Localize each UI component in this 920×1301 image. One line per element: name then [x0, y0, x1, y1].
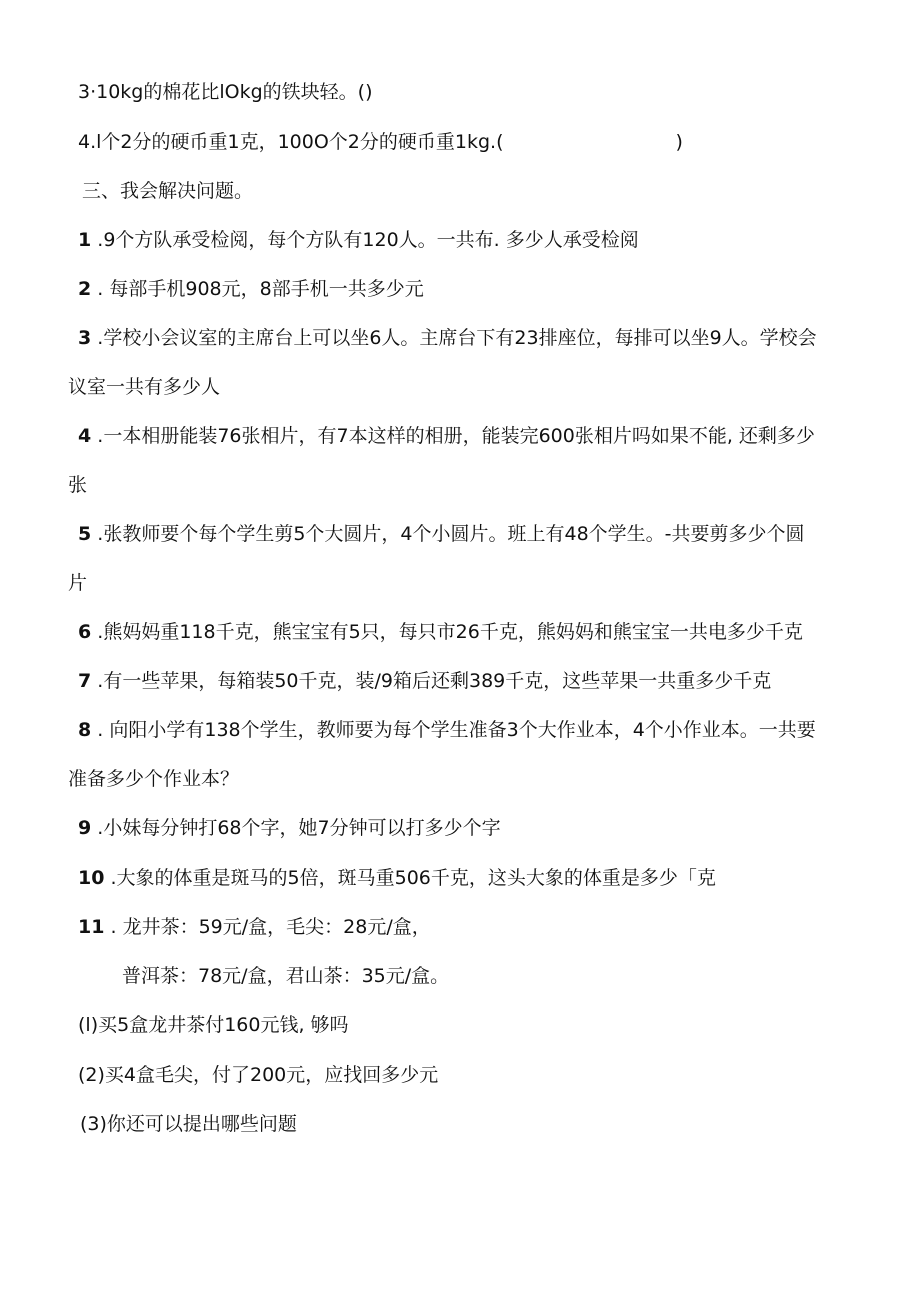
problem-3-continued: 议室一共有多少人	[68, 376, 221, 398]
problem-number: 8	[78, 719, 92, 741]
problem-11	[78, 915, 431, 939]
sub-question-1: (l)买5盒龙井茶付160元钱, 够吗	[78, 1014, 349, 1036]
judgement-q3: 3·10kg的棉花比lOkg的铁块轻。()	[78, 81, 373, 103]
problem-text: .大象的体重是斑马的5倍，斑马重506千克，这头大象的体重是多少「克	[110, 867, 716, 889]
problem-number: 1	[78, 229, 92, 251]
problem-10	[78, 866, 716, 890]
problem-7	[78, 669, 771, 693]
problem-text: .9个方队承受检阅，每个方队有120人。一共布. 多少人承受检阅	[97, 229, 639, 251]
problem-text: .一本相册能装76张相片，有7本这样的相册，能装完600张相片吗如果不能, 还剩多少	[97, 425, 815, 447]
problem-text: . 每部手机908元，8部手机一共多少元	[97, 278, 424, 300]
problem-4-continued: 张	[68, 474, 88, 496]
problem-text: .张教师要个每个学生剪5个大圆片，4个小圆片。班上有48个学生。-共要剪多少个圆	[97, 523, 805, 545]
problem-number: 10	[78, 867, 105, 889]
problem-number: 5	[78, 523, 92, 545]
problem-number: 6	[78, 621, 92, 643]
problem-1	[78, 228, 639, 252]
problem-5	[78, 522, 805, 546]
problem-number: 11	[78, 916, 105, 938]
problem-text: .有一些苹果，每箱装50千克，装/9箱后还剩389千克，这些苹果一共重多少千克	[97, 670, 772, 692]
problem-3	[78, 326, 817, 350]
problem-text: .学校小会议室的主席台上可以坐6人。主席台下有23排座位，每排可以坐9人。学校会	[97, 327, 817, 349]
problem-number: 4	[78, 425, 92, 447]
problem-9	[78, 816, 501, 840]
problem-5-continued: 片	[68, 572, 88, 594]
problem-text: . 龙井茶：59元/盒，毛尖：28元/盒，	[110, 916, 431, 938]
problem-text: .小妹每分钟打68个字，她7分钟可以打多少个字	[97, 817, 501, 839]
problem-8	[78, 718, 816, 742]
section-title: 三、我会解决问题。	[82, 180, 254, 202]
problem-number: 2	[78, 278, 92, 300]
problem-2	[78, 277, 424, 301]
sub-question-2: (2)买4盒毛尖，付了200元，应找回多少元	[78, 1064, 439, 1086]
judgement-q4-text: 4.l个2分的硬币重1克，100O个2分的硬币重1kg.(	[78, 131, 504, 153]
problem-text: .熊妈妈重118千克，熊宝宝有5只，每只市26千克，熊妈妈和熊宝宝一共电多少千克	[97, 621, 803, 643]
problem-6	[78, 620, 803, 644]
problem-4	[78, 424, 815, 448]
problem-number: 3	[78, 327, 92, 349]
judgement-q4-close: )	[675, 131, 683, 153]
sub-question-3: (3)你还可以提出哪些问题	[80, 1113, 297, 1135]
problem-number: 7	[78, 670, 92, 692]
judgement-q4	[78, 130, 683, 154]
problem-8-continued: 准备多少个作业本？	[68, 768, 240, 790]
problem-number: 9	[78, 817, 92, 839]
problem-text: . 向阳小学有138个学生，教师要为每个学生准备3个大作业本，4个小作业本。一共要	[97, 719, 816, 741]
problem-11-continued: 普洱茶：78元/盒，君山茶：35元/盒。	[122, 965, 450, 987]
